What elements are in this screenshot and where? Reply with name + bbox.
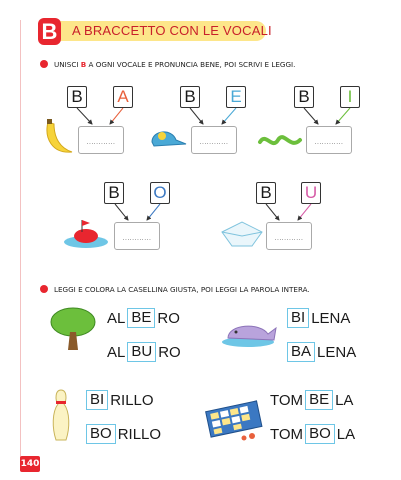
syllable-box[interactable]: BU <box>127 342 156 362</box>
word-suffix: RILLO <box>117 425 162 443</box>
word-option <box>270 424 355 444</box>
consonant-box: B <box>104 182 124 204</box>
word-suffix: RILLO <box>110 391 154 409</box>
vowel-box-e: E <box>226 86 246 108</box>
consonant-box: B <box>294 86 314 108</box>
write-box-bo[interactable]: ............ <box>114 222 160 250</box>
word-option <box>270 390 353 410</box>
header-badge: B <box>38 18 61 45</box>
syllable-box[interactable]: BE <box>127 308 155 328</box>
cap-icon <box>148 126 188 154</box>
bullet-icon <box>40 285 48 293</box>
consonant-box: B <box>67 86 87 108</box>
word-suffix: LA <box>336 425 356 443</box>
syllable-box[interactable]: BE <box>305 390 333 410</box>
word-prefix: TOM <box>270 391 304 409</box>
syllable-box[interactable]: BI <box>287 308 309 328</box>
write-box-be[interactable]: ............ <box>191 126 237 154</box>
tree-icon <box>48 306 98 354</box>
vowel-box-u: U <box>301 182 321 204</box>
syllable-box[interactable]: BI <box>86 390 108 410</box>
word-option <box>285 308 350 328</box>
instruction-2: LEGGI E COLORA LA CASELLINA GIUSTA, POI LEGGI LA PAROLA INTERA. <box>54 285 310 294</box>
word-option <box>107 342 181 362</box>
word-prefix: AL <box>107 309 126 327</box>
consonant-box: B <box>256 182 276 204</box>
write-box-bi[interactable]: ............ <box>306 126 352 154</box>
snake-icon <box>256 128 304 152</box>
word-suffix: LA <box>335 391 354 409</box>
write-box-ba[interactable]: ............ <box>78 126 124 154</box>
vowel-box-i: I <box>340 86 360 108</box>
vowel-box-a: A <box>113 86 133 108</box>
buoy-icon <box>62 216 110 250</box>
write-box-bu[interactable]: ............ <box>266 222 312 250</box>
syllable-box[interactable]: BA <box>287 342 315 362</box>
instruction-1-letter: B <box>80 60 87 69</box>
word-option <box>84 424 161 444</box>
word-suffix: RO <box>158 343 181 361</box>
page-title: A BRACCETTO CON LE VOCALI <box>72 23 272 38</box>
word-suffix: LENA <box>311 309 351 327</box>
word-option <box>285 342 356 362</box>
envelope-icon <box>218 218 266 248</box>
consonant-box: B <box>180 86 200 108</box>
syllable-box[interactable]: BO <box>86 424 116 444</box>
tombola-card-icon <box>204 398 264 442</box>
word-option <box>84 390 154 410</box>
word-option <box>107 308 180 328</box>
word-suffix: LENA <box>317 343 357 361</box>
bowling-pin-icon <box>48 388 74 444</box>
word-prefix: TOM <box>270 425 304 443</box>
whale-icon <box>220 316 280 352</box>
instruction-1-pre: UNISCI <box>54 60 79 69</box>
instruction-1-post: A OGNI VOCALE E PRONUNCIA BENE, POI SCRIVI E LEGGI. <box>88 60 296 69</box>
banana-icon <box>42 118 76 158</box>
page-number: 140 <box>20 456 40 472</box>
word-prefix: AL <box>107 343 126 361</box>
word-suffix: RO <box>157 309 180 327</box>
vowel-box-o: O <box>150 182 170 204</box>
syllable-box[interactable]: BO <box>305 424 335 444</box>
